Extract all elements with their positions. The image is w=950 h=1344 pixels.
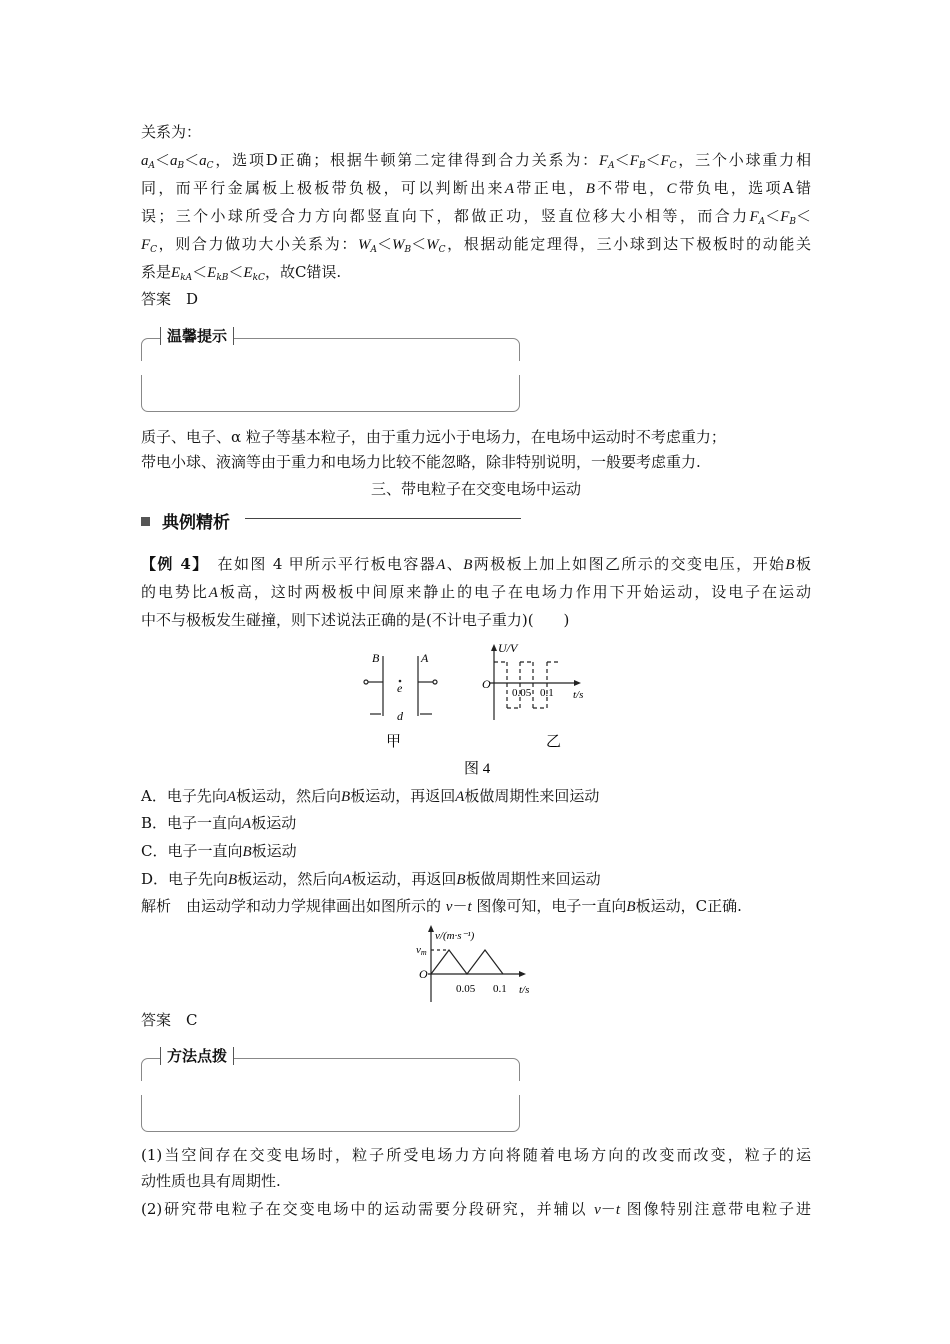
math-symbol: F (141, 237, 151, 253)
text-line (141, 840, 811, 862)
math-symbol: E (171, 265, 181, 281)
vm-label: v (416, 944, 421, 956)
math-symbol: A (342, 872, 352, 888)
text-run: (1)当空间存在交变电场时，粒子所受电场力方向将随着电场方向的改变而改变，粒子的运 (141, 1146, 811, 1164)
label-jia: 甲 (386, 734, 402, 750)
text-line (141, 1144, 811, 1166)
math-symbol: B (456, 872, 466, 888)
math-symbol: W (392, 237, 405, 253)
plate-b-label: B (372, 651, 380, 665)
examples-heading (141, 508, 230, 533)
math-symbol: B (785, 557, 795, 573)
text-line (141, 451, 811, 473)
subscript: A (370, 245, 377, 255)
text-run: ＜ (411, 235, 427, 253)
section-heading: 三、带电粒子在交变电场中运动 (370, 480, 581, 498)
text-run: 板运动，然后向 (237, 870, 343, 888)
math-symbol: A (208, 585, 218, 601)
text-run: ＜ (228, 263, 244, 281)
method-box-title: 方法点拨 (160, 1047, 234, 1065)
text-run: A．电子先向 (141, 787, 227, 805)
text-run: － (452, 897, 468, 915)
math-symbol: A (455, 789, 465, 805)
text-line (141, 581, 811, 603)
text-run: 系是 (141, 263, 172, 281)
subscript: C (438, 245, 446, 255)
text-run: 板运动，然后向 (236, 787, 342, 805)
math-symbol: W (358, 237, 371, 253)
tick-label: 0.1 (493, 983, 507, 995)
text-run: 答案 D (141, 290, 199, 308)
text-line (141, 261, 811, 283)
text-run: 带负电，选项A错 (676, 179, 811, 197)
text-run: B．电子一直向 (141, 814, 243, 832)
text-run: 在如图 4 甲所示平行板电容器 (201, 555, 437, 573)
math-symbol: A (242, 816, 252, 832)
text-run: 图像可知，电子一直向 (471, 897, 627, 915)
text-run: 不带电， (594, 179, 667, 197)
tip-box (141, 327, 520, 412)
text-run: ，选项D正确；根据牛顿第二定律得到合力关系为： (213, 151, 599, 169)
math-symbol: a (199, 153, 207, 169)
math-symbol: F (629, 153, 639, 169)
text-run: D．电子先向 (141, 870, 229, 888)
examples-heading-text: 典例精析 (162, 513, 230, 533)
text-run: ＜ (377, 235, 393, 253)
text-run: 的电势比 (141, 583, 209, 601)
subscript: B (789, 217, 796, 227)
text-run: 板高，这时两极板中间原来静止的电子在电场力作用下开始运动，设电子在运动 (217, 583, 811, 601)
math-symbol: E (243, 265, 253, 281)
plate-a-label: A (421, 651, 429, 665)
math-symbol: B (341, 789, 351, 805)
subscript: C (669, 161, 677, 171)
math-symbol: B (463, 557, 473, 573)
y-axis-label: U/V (498, 641, 518, 655)
text-line (141, 895, 811, 917)
text-run: － (600, 1200, 616, 1218)
text-run: 答案 C (141, 1011, 198, 1029)
text-run: ，故C错误. (264, 263, 342, 281)
text-run: ＜ (184, 151, 200, 169)
math-symbol: W (426, 237, 439, 253)
text-run: ＜ (155, 151, 171, 169)
text-run: 板做周期性来回运动 (465, 870, 601, 888)
vt-graph (380, 922, 560, 1007)
math-symbol: t (467, 899, 472, 915)
distance-label: d (397, 709, 403, 723)
y-axis-label: v/(m·s⁻¹) (435, 930, 475, 942)
math-symbol: A (226, 789, 237, 805)
svg-text:vm (416, 944, 427, 957)
text-run: 图像特别注意带电粒子进 (619, 1200, 811, 1218)
subscript: A (608, 161, 615, 171)
text-run: 板运动 (251, 814, 297, 832)
math-symbol: A (436, 557, 446, 573)
text-run: 板运动，C正确. (635, 897, 742, 915)
text-run: ＜ (614, 151, 630, 169)
text-run: 板 (794, 555, 811, 573)
text-run: 解析 由运动学和动力学规律画出如图所示的 (141, 897, 446, 915)
text-run: C．电子一直向 (141, 842, 243, 860)
math-symbol: B (626, 899, 636, 915)
math-symbol: v (445, 899, 453, 915)
text-line (141, 868, 811, 890)
subscript: B (177, 161, 185, 171)
text-run: (2)研究带电粒子在交变电场中的运动需要分段研究，并辅以 (141, 1200, 595, 1218)
math-symbol: v (594, 1202, 601, 1218)
text-run: 关系为： (141, 123, 202, 141)
text-run: 带正电， (514, 179, 586, 197)
math-symbol: A (504, 181, 515, 197)
text-run: 板运动，再返回 (350, 787, 456, 805)
square-bullet-icon (141, 517, 150, 526)
text-run: 质子、电子、α 粒子等基本粒子，由于重力远小于电场力，在电场中运动时不考虑重力； (141, 428, 726, 446)
method-box (141, 1047, 520, 1132)
text-run: 两极板上加上如图乙所示的交变电压，开始 (472, 555, 786, 573)
text-run: ，则合力做功大小关系为： (157, 235, 358, 253)
origin-label: O (482, 677, 491, 691)
text-run: 同，而平行金属板上极板带负极，可以判断出来 (141, 179, 505, 197)
text-line (141, 288, 811, 310)
subscript: A (758, 217, 766, 227)
text-run: ＜ (795, 207, 811, 225)
math-symbol: B (585, 181, 595, 197)
label-yi: 乙 (546, 734, 562, 750)
subscript: C (206, 161, 214, 171)
text-run: ＜ (765, 207, 781, 225)
text-run: 、 (445, 555, 464, 573)
math-symbol: C (666, 181, 677, 197)
text-line (141, 149, 811, 171)
tip-box-title: 温馨提示 (160, 327, 234, 345)
text-run: ＜ (645, 151, 661, 169)
text-line (141, 785, 811, 807)
tick-label: 0.05 (512, 687, 532, 699)
math-symbol: a (141, 153, 149, 169)
math-symbol: t (615, 1202, 620, 1218)
figure-caption: 图 4 (464, 761, 491, 777)
math-symbol: E (207, 265, 217, 281)
text-run: 【例 4】 (141, 555, 202, 573)
text-line (141, 205, 811, 227)
math-symbol: F (598, 153, 609, 169)
electron-label: e (397, 681, 403, 695)
math-symbol: F (780, 209, 790, 225)
text-line (141, 121, 811, 143)
text-line (141, 233, 811, 255)
text-run: 板运动 (251, 842, 297, 860)
math-symbol: F (660, 153, 670, 169)
math-symbol: B (242, 844, 252, 860)
text-line (141, 553, 811, 575)
tick-label: 0.05 (456, 983, 476, 995)
subscript: A (148, 161, 155, 171)
text-run: 中不与极板发生碰撞，则下述说法正确的是(不计电子重力)( ) (141, 611, 570, 629)
x-axis-label: t/s (573, 689, 584, 701)
subscript: C (150, 245, 158, 255)
text-run: 板做周期性来回运动 (464, 787, 600, 805)
text-line (141, 426, 811, 448)
x-axis-label: t/s (519, 984, 530, 996)
text-line (141, 177, 811, 199)
text-run: 板运动，再返回 (351, 870, 457, 888)
text-line (141, 1198, 811, 1220)
math-symbol: a (170, 153, 178, 169)
divider (245, 518, 521, 519)
math-symbol: F (749, 209, 759, 225)
origin-label: O (419, 967, 428, 981)
text-run: ＜ (192, 263, 208, 281)
text-run: 动性质也具有周期性. (141, 1172, 281, 1190)
text-run: ，根据动能定理得，三小球到达下极板时的动能关 (445, 235, 811, 253)
math-symbol: B (228, 872, 238, 888)
subscript: kC (252, 273, 265, 283)
subscript: kA (180, 273, 193, 283)
text-run: 误；三个小球所受合力方向都竖直向下，都做正功，竖直位移大小相等，而合力 (141, 207, 750, 225)
tick-label: 0.1 (540, 687, 554, 699)
subscript: kB (216, 273, 229, 283)
text-line (141, 812, 811, 834)
text-run: 带电小球、液滴等由于重力和电场力比较不能忽略，除非特别说明，一般要考虑重力. (141, 453, 701, 471)
subscript: B (638, 161, 646, 171)
text-line (141, 609, 811, 631)
text-line (141, 1170, 811, 1192)
figure-4 (340, 640, 610, 780)
text-line (141, 1009, 811, 1031)
text-run: ，三个小球重力相 (676, 151, 811, 169)
vm-sub: m (420, 948, 427, 957)
subscript: B (404, 245, 412, 255)
